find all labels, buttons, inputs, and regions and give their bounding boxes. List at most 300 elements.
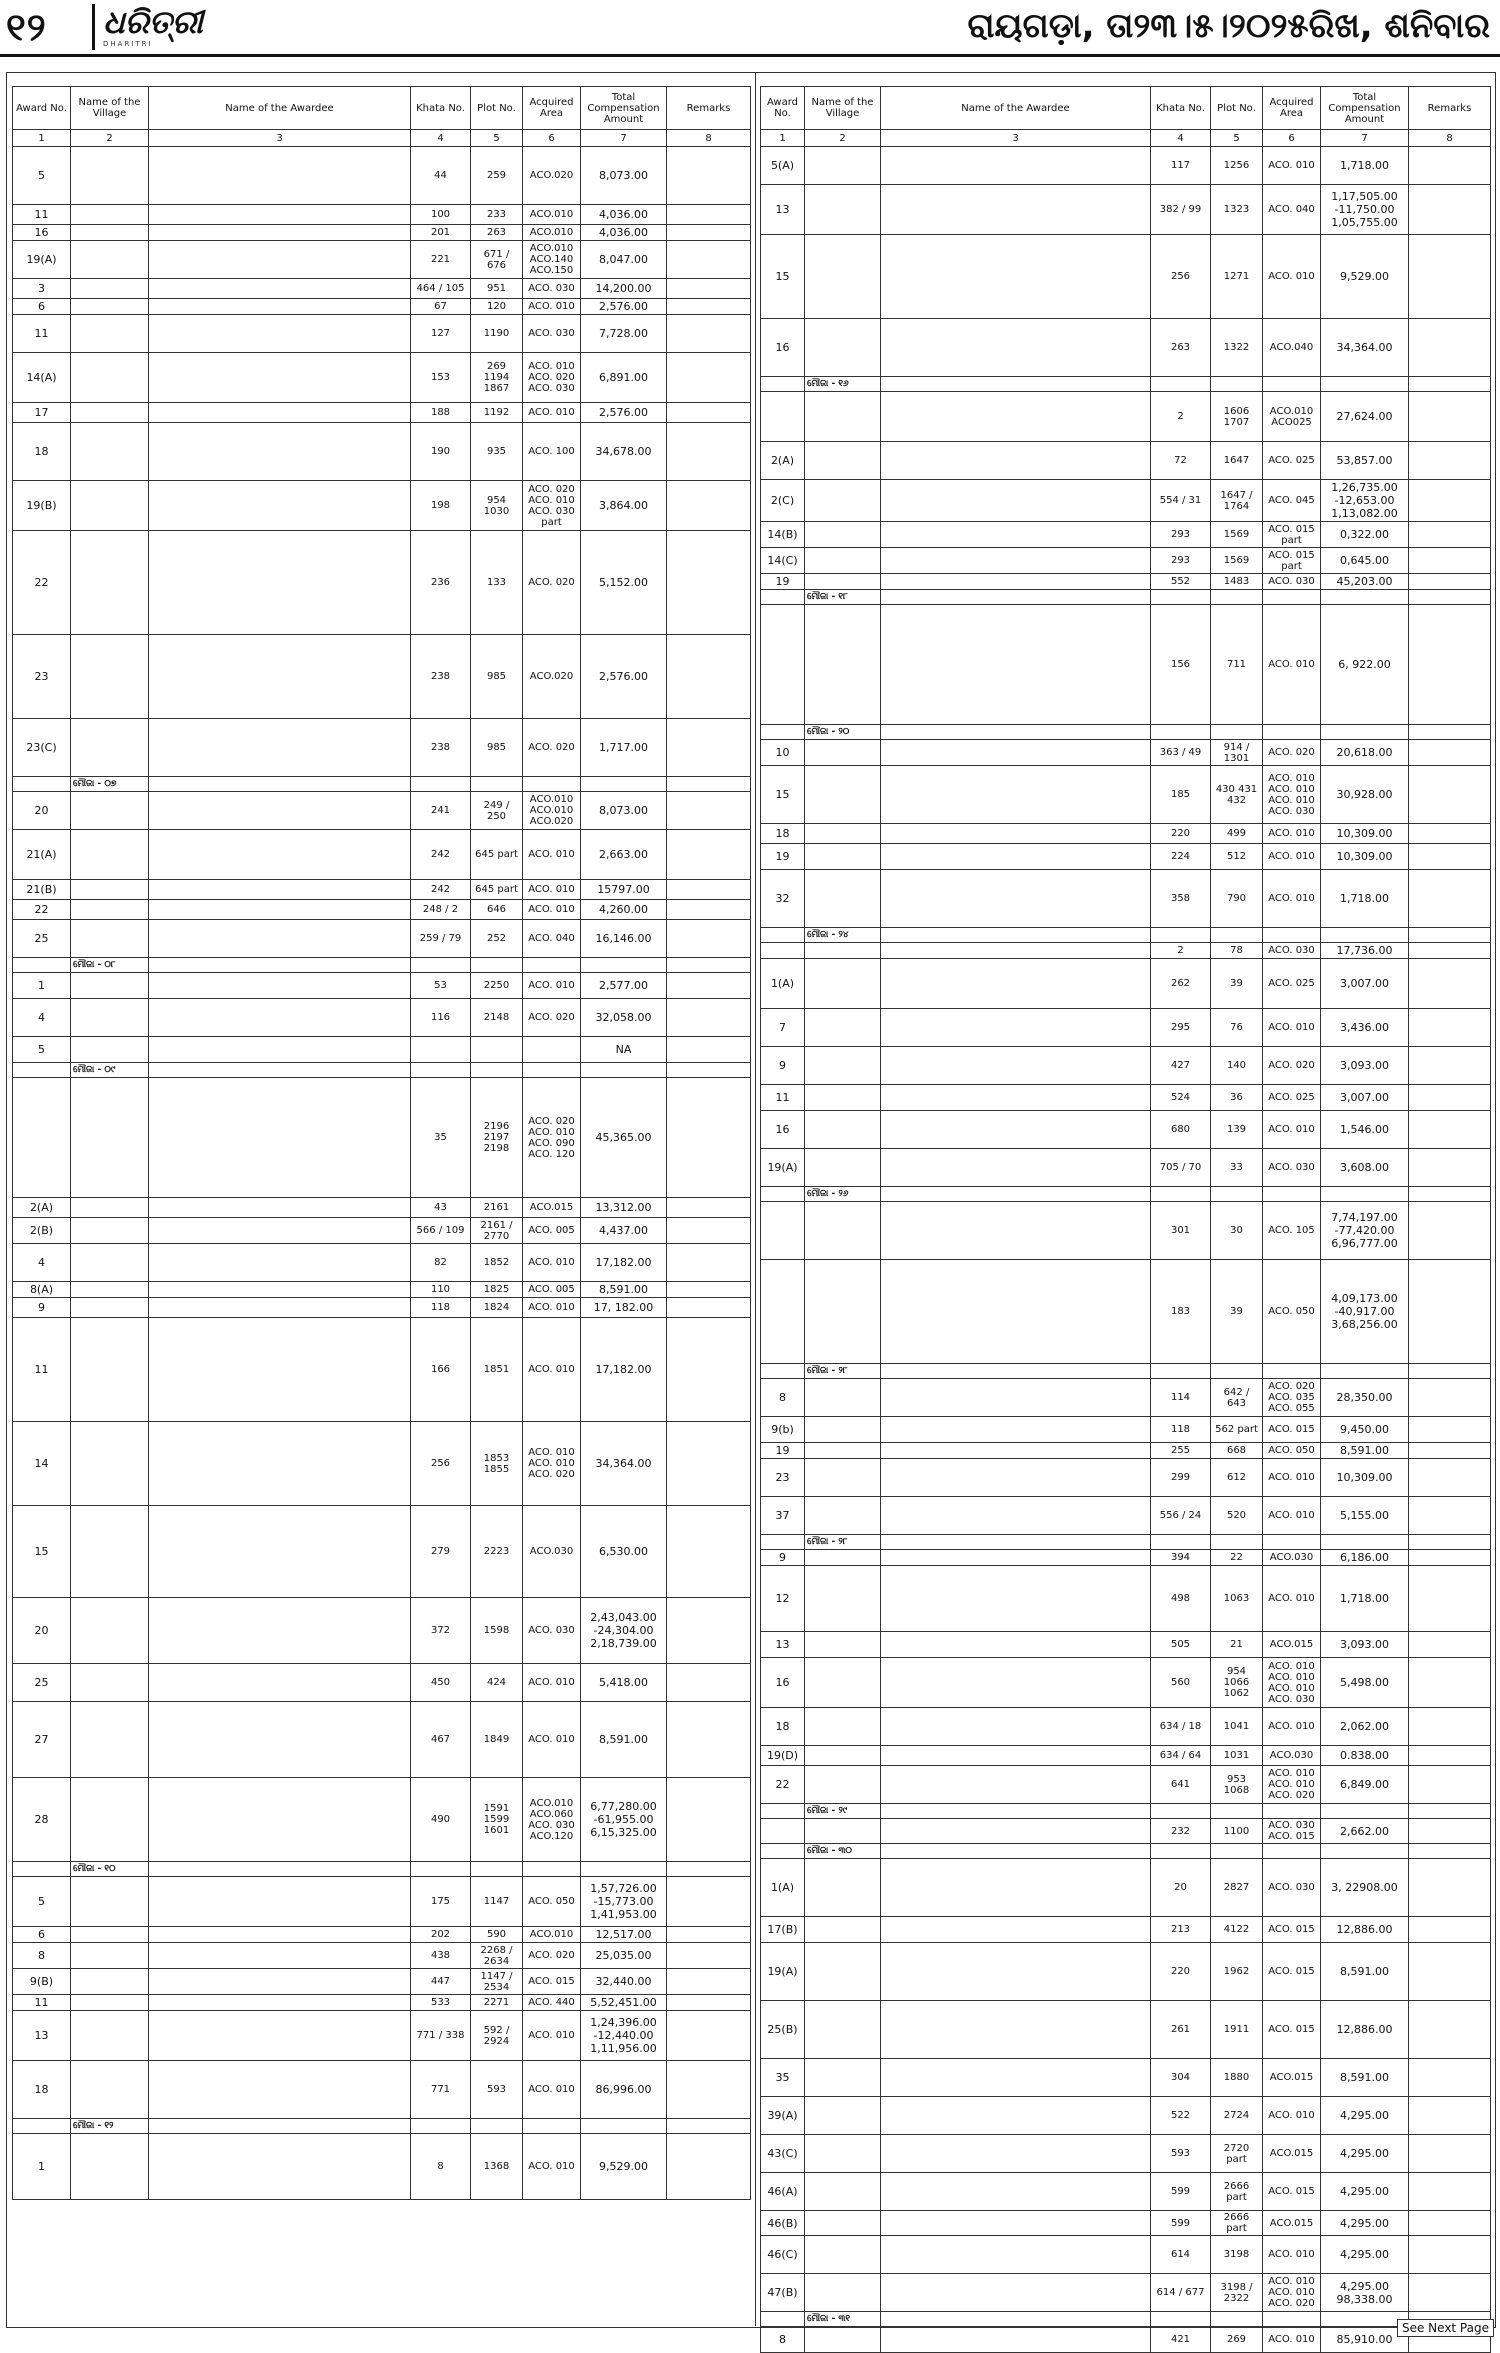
amount-cell: 3,093.00 bbox=[1321, 1632, 1409, 1658]
award-no-cell: 23(C) bbox=[13, 719, 71, 777]
mouza-cell-blank bbox=[1321, 928, 1409, 943]
award-no-cell: 12 bbox=[761, 1566, 805, 1632]
awardee-cell bbox=[881, 1819, 1151, 1844]
amount-cell: 3,007.00 bbox=[1321, 1085, 1409, 1111]
area-cell: ACO. 010 bbox=[523, 1298, 581, 1318]
award-no-cell: 11 bbox=[13, 1995, 71, 2011]
area-cell: ACO. 030 bbox=[523, 279, 581, 299]
amount-cell: 16,146.00 bbox=[581, 920, 667, 958]
khata-cell: 394 bbox=[1151, 1550, 1211, 1566]
village-cell bbox=[805, 574, 881, 590]
area-cell: ACO. 010 bbox=[523, 1318, 581, 1422]
remarks-cell bbox=[667, 279, 751, 299]
village-cell bbox=[71, 1943, 149, 1969]
mouza-label: ମୌଜା - ୨୯ bbox=[805, 1804, 881, 1819]
village-cell bbox=[71, 1422, 149, 1506]
remarks-cell bbox=[1409, 1009, 1491, 1047]
remarks-cell bbox=[1409, 548, 1491, 574]
mouza-row bbox=[761, 1804, 1491, 1819]
plot-cell bbox=[471, 1037, 523, 1063]
awardee-cell bbox=[881, 235, 1151, 319]
award-table-right bbox=[760, 86, 1491, 2353]
village-cell bbox=[805, 1009, 881, 1047]
plot-cell: 252 bbox=[471, 920, 523, 958]
village-cell bbox=[805, 1047, 881, 1085]
awardee-cell bbox=[881, 2059, 1151, 2097]
plot-cell: 76 bbox=[1211, 1009, 1263, 1047]
award-no-cell bbox=[761, 605, 805, 725]
awardee-cell bbox=[149, 920, 411, 958]
table-header bbox=[13, 87, 751, 147]
remarks-cell bbox=[1409, 1859, 1491, 1917]
village-cell bbox=[805, 1566, 881, 1632]
plot-cell: 790 bbox=[1211, 870, 1263, 928]
area-cell: ACO. 010 bbox=[1263, 1111, 1321, 1149]
table-row bbox=[761, 2236, 1491, 2274]
table-row bbox=[761, 1917, 1491, 1943]
amount-cell: 12,517.00 bbox=[581, 1927, 667, 1943]
table-row bbox=[761, 1766, 1491, 1804]
khata-cell: 175 bbox=[411, 1877, 471, 1927]
plot-cell: 1591 1599 1601 bbox=[471, 1778, 523, 1862]
awardee-cell bbox=[881, 1459, 1151, 1497]
khata-cell: 680 bbox=[1151, 1111, 1211, 1149]
plot-cell: 4122 bbox=[1211, 1917, 1263, 1943]
area-cell bbox=[523, 1037, 581, 1063]
remarks-cell bbox=[1409, 870, 1491, 928]
award-no-cell: 19(B) bbox=[13, 481, 71, 531]
awardee-cell bbox=[149, 1927, 411, 1943]
amount-cell: 1,717.00 bbox=[581, 719, 667, 777]
awardee-cell bbox=[881, 1443, 1151, 1459]
awardee-cell bbox=[881, 1917, 1151, 1943]
khata-cell: 190 bbox=[411, 423, 471, 481]
amount-cell: 3, 22908.00 bbox=[1321, 1859, 1409, 1917]
area-cell: ACO. 010 bbox=[523, 900, 581, 920]
khata-cell: 522 bbox=[1151, 2097, 1211, 2135]
remarks-cell bbox=[667, 830, 751, 880]
award-no-cell: 20 bbox=[13, 1598, 71, 1664]
awardee-cell bbox=[149, 1218, 411, 1244]
amount-cell: 17, 182.00 bbox=[581, 1298, 667, 1318]
logo-subtext: DHARITRI bbox=[103, 40, 153, 48]
plot-cell: 985 bbox=[471, 635, 523, 719]
village-cell bbox=[805, 147, 881, 185]
table-row bbox=[761, 2211, 1491, 2236]
table-row bbox=[761, 943, 1491, 959]
mouza-cell-blank bbox=[1211, 928, 1263, 943]
amount-header: Total Compensation Amount bbox=[1321, 87, 1409, 130]
column-index: 4 bbox=[411, 130, 471, 147]
area-cell: ACO. 010 bbox=[1263, 2327, 1321, 2353]
awardee-cell bbox=[149, 2134, 411, 2200]
mouza-cell-blank bbox=[1409, 1844, 1491, 1859]
award-no-cell: 23 bbox=[13, 635, 71, 719]
plot-cell: 1271 bbox=[1211, 235, 1263, 319]
amount-cell: 1,57,726.00 -15,773.00 1,41,953.00 bbox=[581, 1877, 667, 1927]
village-cell bbox=[805, 1766, 881, 1804]
village-cell bbox=[71, 830, 149, 880]
column-index-row bbox=[13, 130, 751, 147]
award-no-cell: 18 bbox=[761, 1708, 805, 1746]
plot-cell: 3198 bbox=[1211, 2236, 1263, 2274]
award-no-cell: 19(D) bbox=[761, 1746, 805, 1766]
see-next-page: See Next Page bbox=[1397, 2319, 1494, 2337]
table-row bbox=[761, 1459, 1491, 1497]
awardee-cell bbox=[881, 2327, 1151, 2353]
village-cell bbox=[71, 279, 149, 299]
village-cell bbox=[805, 870, 881, 928]
awardee-cell bbox=[881, 1111, 1151, 1149]
award-no-cell: 15 bbox=[761, 235, 805, 319]
awardee-cell bbox=[149, 1078, 411, 1198]
awardee-cell bbox=[149, 1318, 411, 1422]
khata-cell: 188 bbox=[411, 403, 471, 423]
area-cell: ACO. 010 bbox=[523, 2061, 581, 2119]
village-cell bbox=[71, 920, 149, 958]
table-row bbox=[761, 766, 1491, 824]
remarks-cell bbox=[667, 1877, 751, 1927]
remarks-cell bbox=[1409, 235, 1491, 319]
remarks-cell bbox=[667, 1995, 751, 2011]
mouza-row bbox=[761, 725, 1491, 740]
table-row bbox=[761, 1417, 1491, 1443]
village-cell bbox=[805, 2236, 881, 2274]
column-index: 6 bbox=[523, 130, 581, 147]
plot-cell: 36 bbox=[1211, 1085, 1263, 1111]
plot-cell: 985 bbox=[471, 719, 523, 777]
plot-cell: 1190 bbox=[471, 315, 523, 353]
amount-cell: 5,418.00 bbox=[581, 1664, 667, 1702]
area-cell: ACO. 010 bbox=[523, 1664, 581, 1702]
khata-cell: 238 bbox=[411, 719, 471, 777]
amount-cell: 28,350.00 bbox=[1321, 1379, 1409, 1417]
remarks-cell bbox=[1409, 2135, 1491, 2173]
plot-cell: 954 1066 1062 bbox=[1211, 1658, 1263, 1708]
award-no-cell: 7 bbox=[761, 1009, 805, 1047]
mouza-cell-blank bbox=[1151, 1535, 1211, 1550]
award-no-cell: 43(C) bbox=[761, 2135, 805, 2173]
village-cell bbox=[71, 1969, 149, 1995]
awardee-cell bbox=[881, 319, 1151, 377]
column-index: 6 bbox=[1263, 130, 1321, 147]
plot-cell: 1569 bbox=[1211, 522, 1263, 548]
village-cell bbox=[71, 1318, 149, 1422]
khata-cell: 236 bbox=[411, 531, 471, 635]
column-divider bbox=[755, 72, 756, 2326]
awardee-cell bbox=[881, 2173, 1151, 2211]
area-cell: ACO. 020 bbox=[523, 999, 581, 1037]
plot-cell: 2724 bbox=[1211, 2097, 1263, 2135]
mouza-cell-blank bbox=[1263, 725, 1321, 740]
amount-cell: 9,529.00 bbox=[581, 2134, 667, 2200]
awardee-cell bbox=[881, 1497, 1151, 1535]
village-cell bbox=[805, 1497, 881, 1535]
awardee-cell bbox=[149, 1244, 411, 1282]
awardee-cell bbox=[881, 1632, 1151, 1658]
table-row bbox=[761, 1859, 1491, 1917]
award-no-cell: 4 bbox=[13, 1244, 71, 1282]
village-cell bbox=[71, 1778, 149, 1862]
area-cell: ACO. 020 ACO. 010 ACO. 030 part bbox=[523, 481, 581, 531]
table-row bbox=[13, 1506, 751, 1598]
village-cell bbox=[71, 2134, 149, 2200]
khata-cell: 221 bbox=[411, 241, 471, 279]
table-row bbox=[761, 1085, 1491, 1111]
mouza-cell-blank bbox=[13, 1862, 71, 1877]
amount-cell: 32,058.00 bbox=[581, 999, 667, 1037]
award-no-cell: 23 bbox=[761, 1459, 805, 1497]
amount-header: Total Compensation Amount bbox=[581, 87, 667, 130]
awardee-cell bbox=[149, 1778, 411, 1862]
awardee-cell bbox=[881, 844, 1151, 870]
amount-cell: 2,662.00 bbox=[1321, 1819, 1409, 1844]
award-no-cell bbox=[761, 392, 805, 442]
amount-cell: 15797.00 bbox=[581, 880, 667, 900]
header-row bbox=[13, 87, 751, 130]
plot-cell: 2271 bbox=[471, 1995, 523, 2011]
area-cell: ACO. 010 bbox=[1263, 1708, 1321, 1746]
area-cell: ACO.010 bbox=[523, 225, 581, 241]
awardee-cell bbox=[881, 2001, 1151, 2059]
award-no-cell: 11 bbox=[761, 1085, 805, 1111]
remarks-cell bbox=[1409, 1260, 1491, 1364]
area-cell: ACO. 030 bbox=[1263, 574, 1321, 590]
table-row bbox=[13, 1037, 751, 1063]
mouza-cell-blank bbox=[1321, 590, 1409, 605]
area-cell: ACO. 050 bbox=[1263, 1260, 1321, 1364]
area-cell: ACO.015 bbox=[1263, 1632, 1321, 1658]
area-cell: ACO.015 bbox=[1263, 2211, 1321, 2236]
table-row bbox=[761, 480, 1491, 522]
khata-cell: 293 bbox=[1151, 522, 1211, 548]
plot-cell: 233 bbox=[471, 205, 523, 225]
remarks-cell bbox=[667, 481, 751, 531]
khata-cell: 242 bbox=[411, 880, 471, 900]
award-no-cell: 9 bbox=[761, 1047, 805, 1085]
awardee-cell bbox=[149, 481, 411, 531]
village-cell bbox=[805, 2274, 881, 2312]
khata-header: Khata No. bbox=[1151, 87, 1211, 130]
mouza-cell-blank bbox=[1211, 1844, 1263, 1859]
area-cell: ACO. 010 bbox=[1263, 1459, 1321, 1497]
award-no-cell: 1(A) bbox=[761, 959, 805, 1009]
award-no-cell: 4 bbox=[13, 999, 71, 1037]
amount-cell: 32,440.00 bbox=[581, 1969, 667, 1995]
amount-cell: 6,77,280.00 -61,955.00 6,15,325.00 bbox=[581, 1778, 667, 1862]
khata-cell: 304 bbox=[1151, 2059, 1211, 2097]
table-row bbox=[13, 900, 751, 920]
village-header: Name of the Village bbox=[805, 87, 881, 130]
awardee-cell bbox=[149, 1664, 411, 1702]
award-no-cell: 5(A) bbox=[761, 147, 805, 185]
amount-cell: 1,718.00 bbox=[1321, 1566, 1409, 1632]
khata-cell: 556 / 24 bbox=[1151, 1497, 1211, 1535]
table-row bbox=[761, 1047, 1491, 1085]
awardee-cell bbox=[881, 943, 1151, 959]
mouza-cell-blank bbox=[149, 1063, 411, 1078]
mouza-cell-blank bbox=[761, 590, 805, 605]
khata-cell: 552 bbox=[1151, 574, 1211, 590]
village-cell bbox=[805, 2173, 881, 2211]
column-index: 5 bbox=[1211, 130, 1263, 147]
table-row bbox=[761, 1443, 1491, 1459]
table-row bbox=[13, 1244, 751, 1282]
plot-cell: 22 bbox=[1211, 1550, 1263, 1566]
village-cell bbox=[805, 1859, 881, 1917]
awardee-cell bbox=[149, 2011, 411, 2061]
mouza-cell-blank bbox=[13, 777, 71, 792]
column-index: 7 bbox=[581, 130, 667, 147]
area-cell: ACO. 040 bbox=[523, 920, 581, 958]
remarks-cell bbox=[667, 920, 751, 958]
amount-cell: 5,152.00 bbox=[581, 531, 667, 635]
mouza-cell-blank bbox=[471, 1063, 523, 1078]
mouza-cell-blank bbox=[1321, 1804, 1409, 1819]
amount-cell: 8,591.00 bbox=[581, 1702, 667, 1778]
amount-cell: 45,203.00 bbox=[1321, 574, 1409, 590]
plot-cell: 133 bbox=[471, 531, 523, 635]
logo-text: ଧରିତ୍ରୀ bbox=[103, 3, 203, 41]
remarks-cell bbox=[667, 1298, 751, 1318]
amount-cell: 5,155.00 bbox=[1321, 1497, 1409, 1535]
plot-cell: 2161 bbox=[471, 1198, 523, 1218]
award-no-cell: 18 bbox=[13, 2061, 71, 2119]
awardee-cell bbox=[881, 2274, 1151, 2312]
area-cell: ACO. 015 part bbox=[1263, 548, 1321, 574]
award-no-cell: 25(B) bbox=[761, 2001, 805, 2059]
plot-cell: 2666 part bbox=[1211, 2173, 1263, 2211]
award-no-cell: 16 bbox=[13, 225, 71, 241]
awardee-cell bbox=[881, 1708, 1151, 1746]
amount-cell: 6,530.00 bbox=[581, 1506, 667, 1598]
remarks-cell bbox=[1409, 2236, 1491, 2274]
plot-cell: 562 part bbox=[1211, 1417, 1263, 1443]
village-cell bbox=[805, 480, 881, 522]
mouza-cell-blank bbox=[411, 777, 471, 792]
mouza-cell-blank bbox=[411, 1063, 471, 1078]
mouza-cell-blank bbox=[1151, 928, 1211, 943]
village-cell bbox=[71, 1927, 149, 1943]
award-no-cell: 2(C) bbox=[761, 480, 805, 522]
plot-cell: 1256 bbox=[1211, 147, 1263, 185]
mouza-cell-blank bbox=[1211, 1187, 1263, 1202]
mouza-cell-blank bbox=[761, 1187, 805, 1202]
amount-cell: 4,295.00 bbox=[1321, 2097, 1409, 2135]
awardee-cell bbox=[149, 1598, 411, 1664]
column-index: 3 bbox=[881, 130, 1151, 147]
award-no-cell: 22 bbox=[761, 1766, 805, 1804]
award-no-cell bbox=[761, 1260, 805, 1364]
mouza-label: ମୌଜା - ୦୮ bbox=[71, 958, 149, 973]
plot-cell: 1147 / 2534 bbox=[471, 1969, 523, 1995]
remarks-cell bbox=[1409, 943, 1491, 959]
amount-cell: 17,736.00 bbox=[1321, 943, 1409, 959]
mouza-cell-blank bbox=[881, 590, 1151, 605]
village-cell bbox=[805, 2097, 881, 2135]
village-cell bbox=[805, 1085, 881, 1111]
mouza-cell-blank bbox=[1321, 1844, 1409, 1859]
area-cell: ACO. 030 bbox=[523, 315, 581, 353]
remarks-cell bbox=[667, 241, 751, 279]
mouza-label: ମୌଜା - ୦୭ bbox=[71, 777, 149, 792]
column-index: 8 bbox=[1409, 130, 1491, 147]
village-cell bbox=[805, 959, 881, 1009]
table-row bbox=[761, 605, 1491, 725]
khata-cell: 166 bbox=[411, 1318, 471, 1422]
mouza-label: ମୌଜା - ୨୪ bbox=[805, 928, 881, 943]
village-cell bbox=[71, 1702, 149, 1778]
mouza-row bbox=[761, 1187, 1491, 1202]
award-no-cell: 13 bbox=[761, 1632, 805, 1658]
mouza-cell-blank bbox=[149, 958, 411, 973]
khata-cell: 153 bbox=[411, 353, 471, 403]
area-cell: ACO. 020 bbox=[523, 1943, 581, 1969]
mouza-cell-blank bbox=[1409, 1804, 1491, 1819]
village-cell bbox=[71, 1664, 149, 1702]
remarks-cell bbox=[1409, 1379, 1491, 1417]
table-row bbox=[13, 1282, 751, 1298]
plot-cell: 671 / 676 bbox=[471, 241, 523, 279]
village-cell bbox=[805, 1459, 881, 1497]
plot-cell: 2223 bbox=[471, 1506, 523, 1598]
plot-cell: 645 part bbox=[471, 880, 523, 900]
mouza-cell-blank bbox=[13, 1063, 71, 1078]
table-row bbox=[13, 1218, 751, 1244]
area-header: Acquired Area bbox=[523, 87, 581, 130]
plot-cell: 1598 bbox=[471, 1598, 523, 1664]
mouza-cell-blank bbox=[523, 1063, 581, 1078]
plot-cell: 590 bbox=[471, 1927, 523, 1943]
khata-header: Khata No. bbox=[411, 87, 471, 130]
amount-cell: 9,450.00 bbox=[1321, 1417, 1409, 1443]
amount-cell: 3,436.00 bbox=[1321, 1009, 1409, 1047]
khata-cell: 262 bbox=[1151, 959, 1211, 1009]
amount-cell: 2,663.00 bbox=[581, 830, 667, 880]
award-no-cell: 47(B) bbox=[761, 2274, 805, 2312]
mouza-cell-blank bbox=[523, 777, 581, 792]
amount-cell: 85,910.00 bbox=[1321, 2327, 1409, 2353]
awardee-cell bbox=[881, 2135, 1151, 2173]
area-header: Acquired Area bbox=[1263, 87, 1321, 130]
awardee-cell bbox=[149, 1298, 411, 1318]
plot-cell: 1824 bbox=[471, 1298, 523, 1318]
awardee-cell bbox=[149, 147, 411, 205]
table-row bbox=[761, 574, 1491, 590]
table-row bbox=[13, 2061, 751, 2119]
khata-cell: 614 / 677 bbox=[1151, 2274, 1211, 2312]
village-cell bbox=[71, 1037, 149, 1063]
awardee-cell bbox=[149, 2061, 411, 2119]
newspaper-logo bbox=[92, 4, 207, 50]
village-cell bbox=[805, 1417, 881, 1443]
village-cell bbox=[805, 605, 881, 725]
remarks-cell bbox=[667, 1422, 751, 1506]
column-index: 5 bbox=[471, 130, 523, 147]
khata-cell: 114 bbox=[1151, 1379, 1211, 1417]
award-no-cell: 8 bbox=[13, 1943, 71, 1969]
awardee-cell bbox=[881, 605, 1151, 725]
khata-cell: 560 bbox=[1151, 1658, 1211, 1708]
plot-cell: 592 / 2924 bbox=[471, 2011, 523, 2061]
awardee-cell bbox=[881, 2211, 1151, 2236]
plot-cell: 1323 bbox=[1211, 185, 1263, 235]
area-cell: ACO. 015 bbox=[1263, 2173, 1321, 2211]
plot-header: Plot No. bbox=[1211, 87, 1263, 130]
award-no-cell: 2(A) bbox=[761, 442, 805, 480]
remarks-cell bbox=[667, 719, 751, 777]
plot-cell: 512 bbox=[1211, 844, 1263, 870]
